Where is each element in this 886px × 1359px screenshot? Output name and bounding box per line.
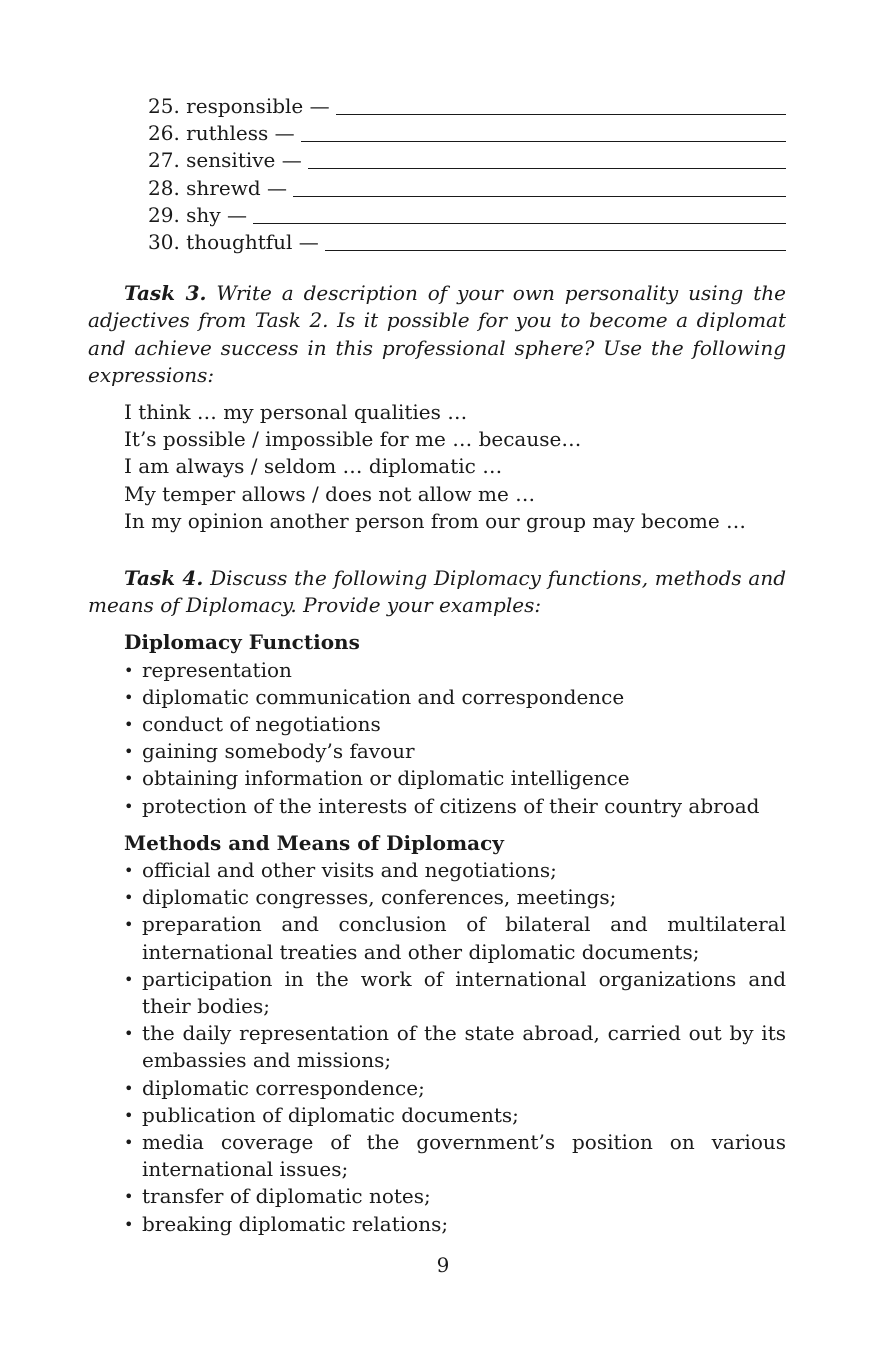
phrase-item: My temper allows / does not allow me … (124, 481, 536, 506)
task-3-instruction (88, 280, 786, 389)
list-item: • representation (124, 657, 786, 684)
phrase-item: I am always / seldom … diplomatic … (124, 454, 503, 479)
methods-heading: Methods and Means of Diplomacy (124, 830, 504, 855)
list-item: • transfer of diplomatic notes; (124, 1183, 786, 1210)
list-item: • diplomatic congresses, conferences, meetings; (124, 884, 786, 911)
page-content (88, 93, 786, 1238)
task-4-label: Task 4. (124, 565, 204, 590)
list-item: • diplomatic correspondence; (124, 1075, 786, 1102)
list-item: • protection of the interests of citizens of their country abroad (124, 793, 786, 820)
phrase-item: I think … my personal qualities … (124, 399, 468, 424)
task-3-text: Write a description of your own personality using the adjectives from Task 2. Is it possible for you to become a diplomat and achieve success in this professional sphere? Use the following expressions: (88, 281, 787, 387)
vocab-word: thoughtful — (186, 229, 319, 254)
vocab-word: sensitive — (186, 148, 302, 173)
vocab-word: ruthless — (186, 121, 295, 146)
vocab-word: shrewd — (186, 175, 287, 200)
answer-blank[interactable] (293, 178, 786, 197)
methods-list (124, 857, 786, 1238)
vocab-item (148, 93, 786, 120)
list-item: • publication of diplomatic documents; (124, 1102, 786, 1129)
list-item: • preparation and conclusion of bilateral and multilateral international treaties and other diplomatic documents; (124, 911, 786, 965)
vocab-item (148, 175, 786, 202)
vocab-number: 27. (148, 148, 180, 173)
vocab-word: responsible — (186, 94, 330, 118)
phrase-item: It’s possible / impossible for me … because… (124, 427, 582, 452)
task-4-instruction (88, 565, 786, 619)
vocab-number: 28. (148, 175, 180, 200)
vocab-item (148, 202, 786, 229)
task-4-text: Discuss the following Diplomacy functions, methods and means of Diplomacy. Provide your examples: (88, 565, 787, 618)
answer-blank[interactable] (336, 96, 786, 115)
answer-blank[interactable] (301, 123, 786, 142)
vocab-word: shy — (186, 202, 247, 227)
vocab-number: 29. (148, 202, 180, 227)
vocab-number: 25. (148, 94, 180, 118)
list-item: • participation in the work of international organizations and their bodies; (124, 966, 786, 1020)
vocabulary-list (148, 93, 786, 256)
list-item: • official and other visits and negotiations; (124, 857, 786, 884)
answer-blank[interactable] (308, 150, 786, 169)
task-3-phrases (124, 399, 786, 535)
vocab-number: 30. (148, 229, 180, 254)
phrase-item: In my opinion another person from our group may become … (124, 508, 747, 533)
functions-heading: Diplomacy Functions (124, 630, 360, 655)
list-item: • conduct of negotiations (124, 711, 786, 738)
vocab-item (148, 147, 786, 174)
answer-blank[interactable] (325, 232, 786, 251)
list-item: • the daily representation of the state abroad, carried out by its embassies and missions; (124, 1020, 786, 1074)
functions-list (124, 657, 786, 820)
task-3-label: Task 3. (124, 281, 207, 306)
list-item: • diplomatic communication and correspondence (124, 684, 786, 711)
list-item: • gaining somebody’s favour (124, 738, 786, 765)
list-item: • media coverage of the government’s position on various international issues; (124, 1129, 786, 1183)
vocab-item (148, 120, 786, 147)
page-number: 9 (436, 1253, 450, 1277)
vocab-item (148, 229, 786, 256)
answer-blank[interactable] (253, 205, 786, 224)
vocab-number: 26. (148, 121, 180, 146)
list-item: • obtaining information or diplomatic intelligence (124, 765, 786, 792)
list-item: • breaking diplomatic relations; (124, 1211, 786, 1238)
